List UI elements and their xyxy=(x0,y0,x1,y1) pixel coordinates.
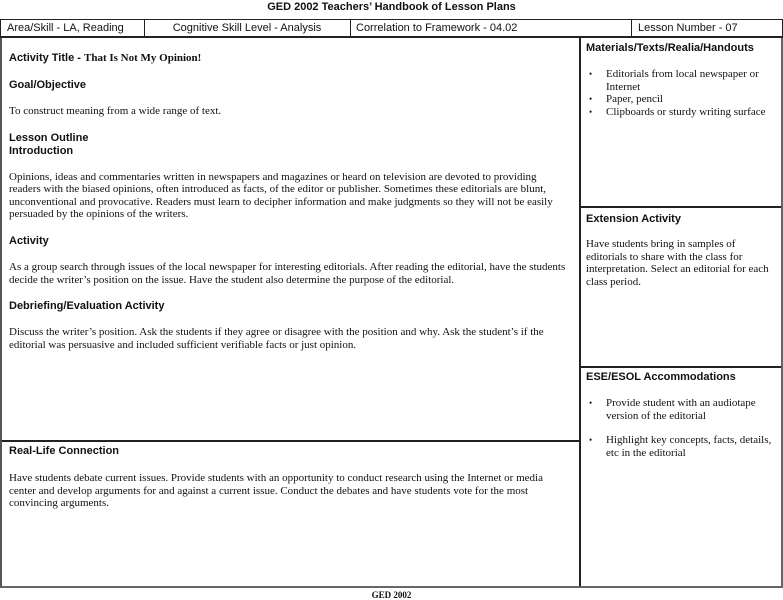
materials-heading: Materials/Texts/Realia/Handouts xyxy=(586,42,754,54)
ese-panel xyxy=(580,367,783,588)
ese-item: • Provide student with an audiotape version of the editorial xyxy=(586,397,775,422)
introduction-heading: Introduction xyxy=(9,144,74,157)
activity-text: As a group search through issues of the local newspaper for interesting editorials. After reading the editorial, have the students decide the writer’s position on the issue. Have the student also determine the purpose of the editorial. xyxy=(9,260,566,286)
real-life-heading: Real-Life Connection xyxy=(9,445,120,457)
goal-text: To construct meaning from a wide range of text. xyxy=(9,105,222,117)
introduction-text: Opinions, ideas and commentaries written in newspapers and magazines or heard on television are devoted to providing readers with the biased opinions, often introduced as facts, of the editor or publisher. Sometimes these editorials are blunt, unconventional and provocative. Readers must learn to decipher information and make judgments so they will not be easily persuaded by the opinions of the writers. xyxy=(9,170,553,221)
ese-list xyxy=(586,397,775,459)
materials-list xyxy=(586,68,775,118)
framework-cell xyxy=(350,19,632,38)
debrief-text: Discuss the writer’s position. Ask the students if they agree or disagree with the position and why. Ask the student’s if the editorial was persuasive and included sufficient verifiable facts or just opinion. xyxy=(9,326,544,351)
materials-item: • Paper, pencil xyxy=(586,93,775,106)
ese-item: • Highlight key concepts, facts, details, etc in the editorial xyxy=(586,434,775,459)
ese-heading: ESE/ESOL Accommodations xyxy=(586,371,736,383)
activity-title xyxy=(9,52,571,65)
cognitive-level-cell xyxy=(144,19,351,38)
document-title: GED 2002 Teachers’ Handbook of Lesson Plans xyxy=(267,1,516,13)
cognitive-level-label: Cognitive Skill Level - Analysis xyxy=(172,22,322,34)
materials-panel xyxy=(580,38,783,208)
main-panel xyxy=(0,38,581,442)
activity-title-value: That Is Not My Opinion! xyxy=(83,52,202,64)
real-life-panel xyxy=(0,441,581,588)
debrief-heading: Debriefing/Evaluation Activity xyxy=(9,300,165,313)
area-skill-label: Area/Skill - LA, Reading xyxy=(7,22,124,34)
lesson-number-cell xyxy=(631,19,783,38)
real-life-text: Have students debate current issues. Provide students with an opportunity to conduct research using the Internet or media center and develop arguments for and against a current issue. Conduct the debates and have students vote for the most convincing arguments. xyxy=(9,472,543,510)
extension-heading: Extension Activity xyxy=(586,213,681,225)
lesson-number-label: Lesson Number - 07 xyxy=(638,22,738,34)
activity-title-label: Activity Title - xyxy=(9,52,84,64)
materials-item: • Editorials from local newspaper or Internet xyxy=(586,68,775,93)
extension-panel xyxy=(580,207,783,368)
extension-text: Have students bring in samples of editorials to share with the class for interpretation. Select an editorial for each class period. xyxy=(586,238,769,288)
area-skill-cell xyxy=(0,19,145,38)
framework-label: Correlation to Framework - 04.02 xyxy=(356,22,518,34)
materials-item: • Clipboards or sturdy writing surface xyxy=(586,106,775,119)
activity-heading: Activity xyxy=(9,234,49,247)
lesson-outline-heading: Lesson Outline xyxy=(9,131,89,144)
goal-heading: Goal/Objective xyxy=(9,79,87,91)
page-footer: GED 2002 xyxy=(371,590,412,600)
